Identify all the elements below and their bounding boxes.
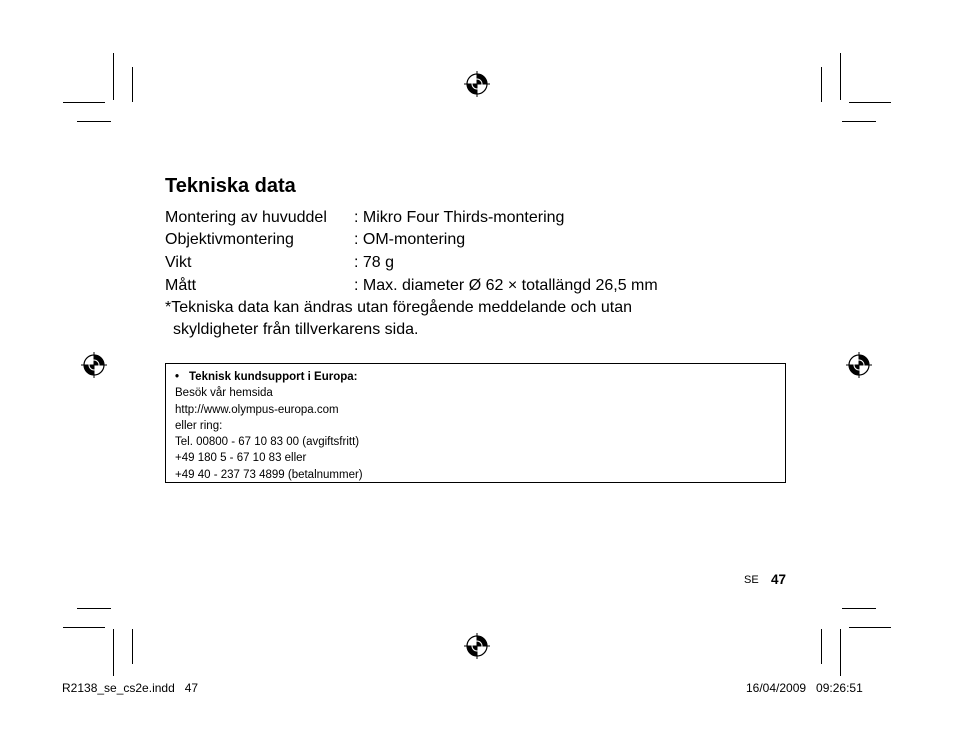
note-line: skyldigheter från tillverkarens sida. bbox=[173, 321, 419, 338]
crop-mark bbox=[821, 67, 822, 102]
note-line: *Tekniska data kan ändras utan föregående meddelande och utan bbox=[165, 299, 633, 316]
spec-value: : Max. diameter Ø 62 × totallängd 26,5 mm bbox=[354, 277, 658, 294]
crop-mark bbox=[840, 629, 841, 676]
crop-mark bbox=[132, 67, 133, 102]
crop-mark bbox=[63, 102, 105, 103]
support-phone: Tel. 00800 - 67 10 83 00 (avgiftsfritt) bbox=[175, 436, 360, 449]
spec-label: Montering av huvuddel bbox=[165, 209, 327, 226]
print-slug-file: R2138_se_cs2e.indd 47 bbox=[62, 681, 199, 695]
crop-mark bbox=[132, 629, 133, 664]
disclaimer-note bbox=[165, 297, 632, 341]
print-slug-datetime: 16/04/2009 09:26:51 bbox=[746, 681, 863, 695]
support-website-link[interactable]: http://www.olympus-europa.com bbox=[175, 403, 339, 416]
registration-mark-icon bbox=[846, 352, 872, 378]
support-line: eller ring: bbox=[175, 419, 223, 432]
support-line: Besök vår hemsida bbox=[175, 387, 273, 400]
spec-value: : Mikro Four Thirds-montering bbox=[354, 209, 565, 226]
support-info-box bbox=[165, 363, 786, 483]
spec-label: Vikt bbox=[165, 254, 192, 271]
page-number: 47 bbox=[771, 572, 787, 587]
bullet: • bbox=[175, 371, 180, 383]
crop-mark bbox=[63, 627, 105, 628]
page-title: Tekniska data bbox=[165, 175, 296, 197]
crop-mark bbox=[849, 102, 891, 103]
language-code: SE bbox=[744, 574, 759, 586]
crop-mark bbox=[849, 627, 891, 628]
crop-mark bbox=[77, 121, 111, 122]
crop-mark bbox=[113, 629, 114, 676]
registration-mark-icon bbox=[81, 352, 107, 378]
spec-label: Objektivmontering bbox=[165, 231, 294, 248]
spec-value: : OM-montering bbox=[354, 231, 466, 248]
crop-mark bbox=[842, 121, 876, 122]
crop-mark bbox=[840, 53, 841, 100]
spec-label: Mått bbox=[165, 277, 197, 294]
crop-mark bbox=[77, 608, 111, 609]
spec-value: : 78 g bbox=[354, 254, 395, 271]
registration-mark-icon bbox=[464, 71, 490, 97]
support-phone: +49 40 - 237 73 4899 (betalnummer) bbox=[175, 468, 363, 481]
support-phone: +49 180 5 - 67 10 83 eller bbox=[175, 452, 307, 465]
support-heading bbox=[175, 369, 785, 385]
crop-mark bbox=[821, 629, 822, 664]
crop-mark bbox=[113, 53, 114, 100]
crop-mark bbox=[842, 608, 876, 609]
support-heading-text: Teknisk kundsupport i Europa: bbox=[189, 371, 358, 383]
registration-mark-icon bbox=[464, 633, 490, 659]
